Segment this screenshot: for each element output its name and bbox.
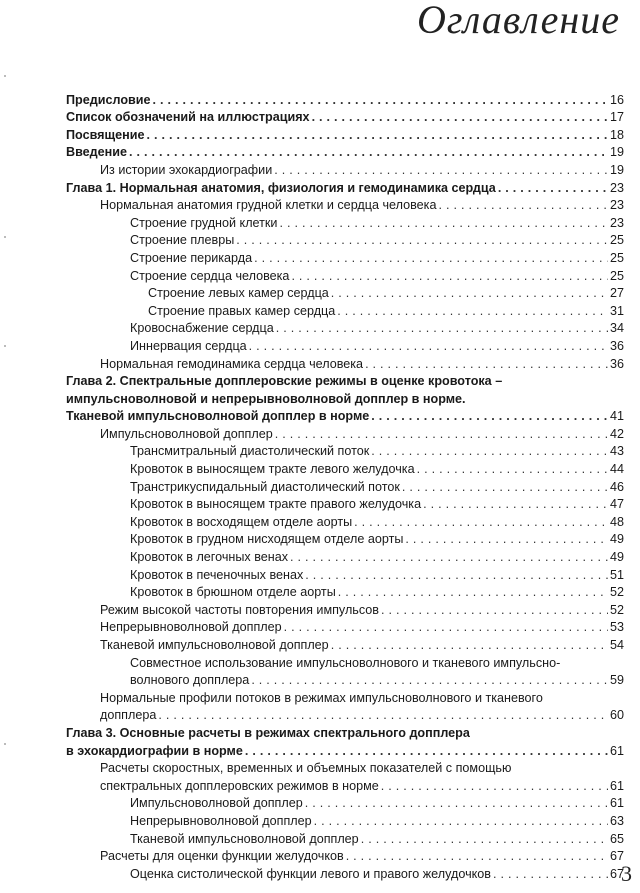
toc-entry-page: 41 [609,409,624,424]
toc-entry-title: Нормальная анатомия грудной клетки и сердца человека [100,198,437,213]
margin-mark [4,345,6,347]
toc-entry-page: 27 [609,286,624,301]
dot-leader [331,638,608,653]
dot-leader [417,462,608,477]
dot-leader [284,620,608,635]
toc-entry-page: 23 [609,198,624,213]
toc-entry-page: 25 [609,250,624,265]
toc-entry [66,635,624,653]
toc-entry-title: Тканевой импульсноволновой допплер [100,638,329,652]
toc-entry-page: 67 [609,866,624,881]
toc-entry [66,178,624,196]
dot-leader [381,779,608,794]
toc-entry-title: Нормальные профили потоков в режимах импульсноволнового и тканевого [100,690,543,705]
toc-entry-title: Кровоток в выносящем тракте правого желудочка [130,497,422,512]
toc-entry-title: допплера [100,708,157,723]
dot-leader [158,708,608,723]
toc-entry-title: Строение сердца человека [130,268,290,283]
toc-entry-title: Расчеты для оценки функции желудочков [100,849,344,864]
toc-entry [66,266,624,284]
dot-leader [361,832,608,847]
dot-leader [279,216,608,231]
toc-entry-title: Глава 3. Основные расчеты в режимах спектрального допплера [66,725,470,740]
toc-entry-page: 19 [609,162,624,177]
toc-entry [66,196,624,214]
toc-entry [66,213,624,231]
toc-entry [66,424,624,442]
toc-entry [66,495,624,513]
page-title: Оглавление [416,0,620,42]
margin-mark [4,75,6,77]
toc-entry [66,583,624,601]
toc-entry [66,741,624,759]
dot-leader [371,444,608,459]
toc-entry-page: 43 [609,444,624,459]
toc-entry-title: Оценка систолической функции левого и правого желудочков [130,866,491,881]
toc-entry-page: 48 [609,514,624,529]
dot-leader [346,849,608,864]
toc-entry-title: Посвящение [66,127,145,142]
toc-entry-page: 25 [609,268,624,283]
toc-entry-page: 47 [609,497,624,512]
dot-leader [337,304,608,319]
toc-entry-page: 18 [609,127,624,142]
dot-leader [249,339,608,354]
toc-entry-title: Кровоток в печеночных венах [130,567,304,582]
toc-entry-page: 63 [609,813,624,828]
page-number: 3 [621,861,632,886]
dot-leader [274,163,608,178]
toc-entry-title: спектральных допплеровских режимов в норме [100,778,379,793]
dot-leader [314,814,608,829]
dot-leader [129,145,608,160]
toc-entry-title: волнового допплера [130,673,250,688]
toc-entry [66,811,624,829]
toc-entry-title: Глава 2. Спектральные допплеровские режимы в оценке кровотока – [66,374,503,389]
toc-entry-page: 42 [609,426,624,441]
toc-entry-page: 65 [609,831,624,846]
toc-entry-title: Строение плевры [130,233,235,248]
toc-entry [66,319,624,337]
toc-entry [66,565,624,583]
toc-entry-title: Кровоснабжение сердца [130,321,274,336]
margin-mark [4,236,6,238]
dot-leader [371,409,608,424]
toc-entry-title: Строение грудной клетки [130,215,278,230]
toc-entry [66,459,624,477]
toc-entry-title: Глава 1. Нормальная анатомия, физиология и гемодинамика сердца [66,180,496,195]
toc-entry-page: 23 [609,215,624,230]
toc-entry-title: Кровоток в выносящем тракте левого желудочка [130,462,415,477]
dot-leader [381,603,608,618]
toc-entry-title: Кровоток в восходящем отделе аорты [130,514,353,529]
dot-leader [254,251,608,266]
toc-entry-title: Непрерывноволновой допплер [100,620,282,635]
toc-entry-title: Нормальная гемодинамика сердца человека [100,356,364,371]
dot-leader [291,269,608,284]
toc-entry-page: 54 [609,638,624,652]
toc-entry [66,336,624,354]
dot-leader [236,233,608,248]
toc-entry [66,653,624,671]
toc-entry-page: 61 [609,796,624,811]
dot-leader [251,673,608,688]
dot-leader [276,321,608,336]
toc-entry [66,160,624,178]
toc-entry [66,284,624,302]
dot-leader [331,286,608,301]
toc-entry-title: импульсноволновой и непрерывноволновой допплер в норме. [66,391,466,406]
dot-leader [402,480,608,495]
toc-entry [66,847,624,865]
toc-entry-page: 34 [609,321,624,336]
toc-entry [66,723,624,741]
toc-entry-title: Кровоток в легочных венах [130,550,289,565]
dot-leader [245,744,608,759]
dot-leader [338,585,608,600]
dot-leader [305,796,608,811]
toc-entry-title: Кровоток в грудном нисходящем отделе аорты [130,532,404,547]
table-of-contents [66,90,624,882]
toc-entry [66,759,624,777]
toc-entry [66,143,624,161]
toc-entry [66,125,624,143]
toc-entry [66,776,624,794]
toc-entry [66,864,624,882]
toc-entry [66,671,624,689]
toc-entry-page: 31 [609,303,624,318]
toc-entry-title: Введение [66,145,128,160]
toc-entry [66,301,624,319]
dot-leader [498,181,608,196]
toc-entry-page: 59 [609,673,624,688]
toc-entry-title: Режим высокой частоты повторения импульсов [100,602,379,617]
toc-entry-title: Транстрикуспидальный диастолический поток [130,479,400,494]
toc-entry-page: 67 [609,849,624,864]
margin-mark [4,743,6,745]
toc-entry [66,442,624,460]
toc-entry-title: в эхокардиографии в норме [66,743,243,758]
dot-leader [423,497,608,512]
toc-entry [66,512,624,530]
toc-entry-page: 52 [609,585,624,600]
dot-leader [405,532,608,547]
toc-entry [66,706,624,724]
dot-leader [305,568,608,583]
toc-entry-title: Трансмитральный диастолический поток [130,444,370,459]
dot-leader [354,515,608,530]
toc-entry-page: 36 [609,338,624,353]
toc-entry-title: Тканевой импульсноволновой допплер [130,831,359,846]
toc-entry-page: 53 [609,620,624,635]
toc-entry-page: 17 [609,110,624,125]
toc-entry [66,829,624,847]
dot-leader [312,110,608,125]
dot-leader [438,198,608,213]
toc-entry [66,389,624,407]
toc-entry-title: Импульсноволновой допплер [100,426,273,441]
toc-entry [66,372,624,390]
toc-entry-title: Иннервация сердца [130,338,247,353]
toc-entry-title: Расчеты скоростных, временных и объемных показателей с помощью [100,761,512,776]
toc-entry-title: Импульсноволновой допплер [130,796,303,811]
dot-leader [147,128,608,143]
toc-entry-page: 36 [609,356,624,371]
toc-entry-title: Из истории эхокардиографии [100,162,273,177]
toc-entry-page: 46 [609,479,624,494]
toc-entry-page: 49 [609,532,624,547]
toc-entry [66,618,624,636]
toc-entry-page: 44 [609,462,624,477]
dot-leader [275,427,608,442]
toc-entry-title: Строение левых камер сердца [148,286,329,301]
toc-entry-page: 60 [609,708,624,723]
toc-entry [66,600,624,618]
toc-entry-title: Непрерывноволновой допплер [130,813,312,828]
toc-entry-title: Строение правых камер сердца [148,303,336,318]
toc-entry [66,248,624,266]
toc-entry [66,688,624,706]
toc-entry [66,231,624,249]
toc-entry-title: Предисловие [66,92,151,107]
toc-entry-page: 61 [609,743,624,758]
dot-leader [365,357,608,372]
toc-entry-title: Строение перикарда [130,250,253,265]
toc-entry-page: 25 [609,233,624,248]
toc-entry [66,477,624,495]
dot-leader [290,550,608,565]
toc-entry [66,108,624,126]
toc-entry [66,794,624,812]
toc-entry [66,530,624,548]
dot-leader [493,867,608,882]
toc-entry-title: Кровоток в брюшном отделе аорты [130,585,336,600]
toc-entry-title: Список обозначений на иллюстрациях [66,110,310,125]
toc-entry-page: 19 [609,145,624,160]
toc-entry-title: Тканевой импульсноволновой допплер в норме [66,409,370,424]
toc-entry-page: 51 [609,567,624,582]
toc-entry-page: 16 [609,92,624,107]
toc-entry-page: 52 [609,602,624,617]
toc-entry-page: 61 [609,778,624,793]
toc-entry-page: 49 [609,550,624,565]
toc-entry [66,354,624,372]
toc-entry-page: 23 [609,180,624,195]
toc-entry [66,547,624,565]
dot-leader [153,93,608,108]
toc-entry [66,407,624,425]
toc-entry-title: Совместное использование импульсноволнового и тканевого импульсно- [130,655,561,670]
toc-entry [66,90,624,108]
